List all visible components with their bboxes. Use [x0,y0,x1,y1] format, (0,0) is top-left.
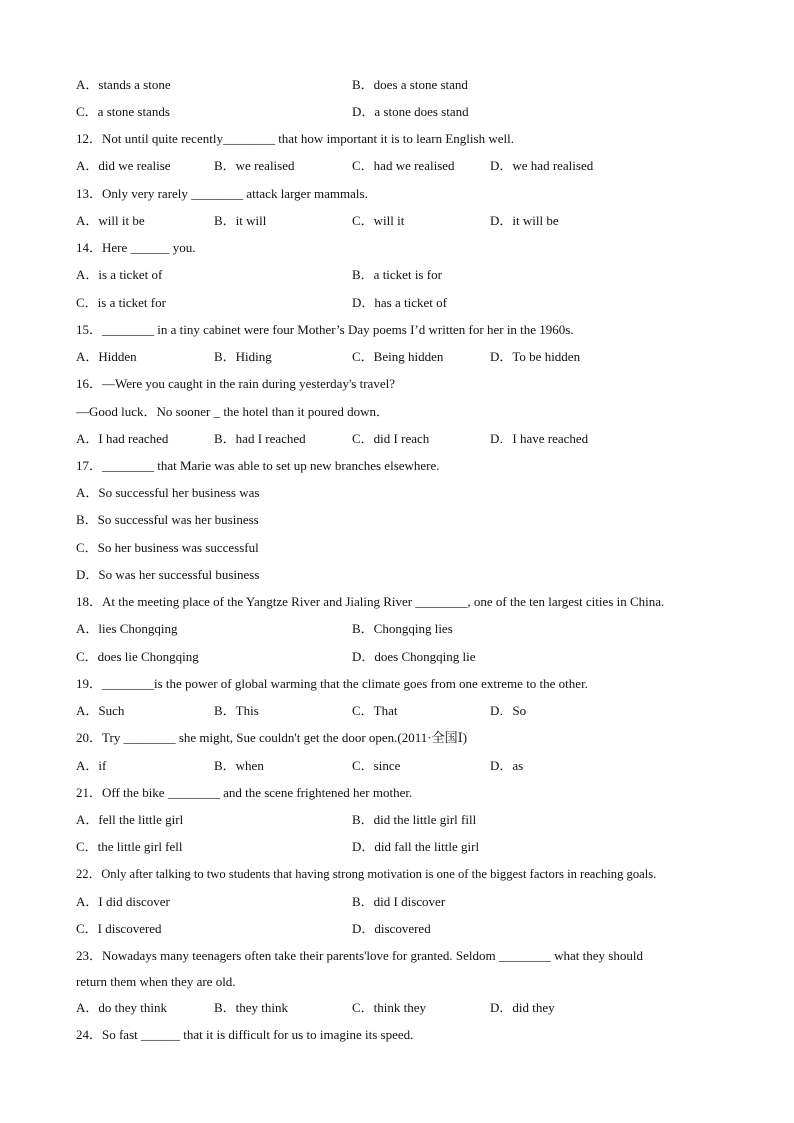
question-stem: 19．________is the power of global warming that the climate goes from one extreme to the other. [76,676,588,691]
option-b: B．it will [214,213,267,228]
option-c: C．did I reach [352,431,430,446]
question-stem: 15．________ in a tiny cabinet were four Mother’s Day poems I’d written for her in the 1960s. [76,322,574,337]
option-c: C．I discovered [76,921,162,936]
option-c: C．had we realised [352,158,455,173]
question-stem-continued: —Good luck．No sooner _ the hotel than it poured down． [76,404,390,419]
question-stem: 14．Here ______ you. [76,240,196,255]
option-b: B．So successful was her business [76,512,259,527]
option-b: B．when [214,758,264,773]
option-b: B．Chongqing lies [352,621,453,636]
option-d: D．it will be [490,213,559,228]
option-a: A．I did discover [76,894,170,909]
option-c: C．does lie Chongqing [76,649,199,664]
question-stem: 13．Only very rarely ________ attack larger mammals. [76,186,368,201]
option-a: A．will it be [76,213,145,228]
question-stem: 16．—Were you caught in the rain during yesterday's travel? [76,376,395,391]
question-stem: 22．Only after talking to two students that having strong motivation is one of the biggest factors in reaching goals. [76,867,657,881]
option-d: D．as [490,758,524,773]
option-c: C．Being hidden [352,349,444,364]
option-a: A．Such [76,703,125,718]
option-a: A．I had reached [76,431,169,446]
option-d: D．So [490,703,527,718]
option-b: B．does a stone stand [352,77,468,92]
option-c: C．will it [352,213,405,228]
option-c: C．since [352,758,401,773]
option-a: A．So successful her business was [76,485,260,500]
option-c: C．think they [352,1000,427,1015]
option-d: D．So was her successful business [76,567,260,582]
option-d: D．a stone does stand [352,104,469,119]
option-c: C．is a ticket for [76,295,166,310]
option-b: B．did the little girl fill [352,812,477,827]
question-stem: 24．So fast ______ that it is difficult for us to imagine its speed. [76,1027,414,1042]
question-stem: 21．Off the bike ________ and the scene frightened her mother. [76,785,413,800]
option-a: A．do they think [76,1000,167,1015]
option-d: D．To be hidden [490,349,581,364]
option-d: D．we had realised [490,158,594,173]
option-d: D．has a ticket of [352,295,447,310]
question-stem-continued: return them when they are old. [76,974,236,989]
option-b: B．they think [214,1000,289,1015]
option-d: D．did fall the little girl [352,839,480,854]
option-a: A．if [76,758,107,773]
option-a: A．stands a stone [76,77,171,92]
option-d: D．discovered [352,921,431,936]
option-b: B．we realised [214,158,295,173]
option-a: A．is a ticket of [76,267,163,282]
option-b: B．Hiding [214,349,272,364]
option-b: B．did I discover [352,894,446,909]
question-stem: 20．Try ________ she might, Sue couldn't get the door open.(2011·全国Ⅰ) [76,730,468,745]
option-a: A．Hidden [76,349,137,364]
question-stem: 17．________ that Marie was able to set up new branches elsewhere. [76,458,440,473]
option-d: D．does Chongqing lie [352,649,476,664]
question-stem: 18．At the meeting place of the Yangtze River and Jialing River ________, one of the ten largest cities in China. [76,594,665,609]
option-a: A．did we realise [76,158,171,173]
option-c: C．So her business was successful [76,540,259,555]
option-c: C．a stone stands [76,104,170,119]
option-d: D．did they [490,1000,555,1015]
option-a: A．fell the little girl [76,812,184,827]
option-b: B．a ticket is for [352,267,442,282]
option-b: B．had I reached [214,431,306,446]
option-a: A．lies Chongqing [76,621,178,636]
option-d: D．I have reached [490,431,589,446]
question-stem: 12．Not until quite recently________ that how important it is to learn English well. [76,131,514,146]
option-b: B．This [214,703,259,718]
question-stem: 23．Nowadays many teenagers often take their parents'love for granted. Seldom ________ what they should [76,948,643,963]
option-c: C．That [352,703,398,718]
option-c: C．the little girl fell [76,839,183,854]
